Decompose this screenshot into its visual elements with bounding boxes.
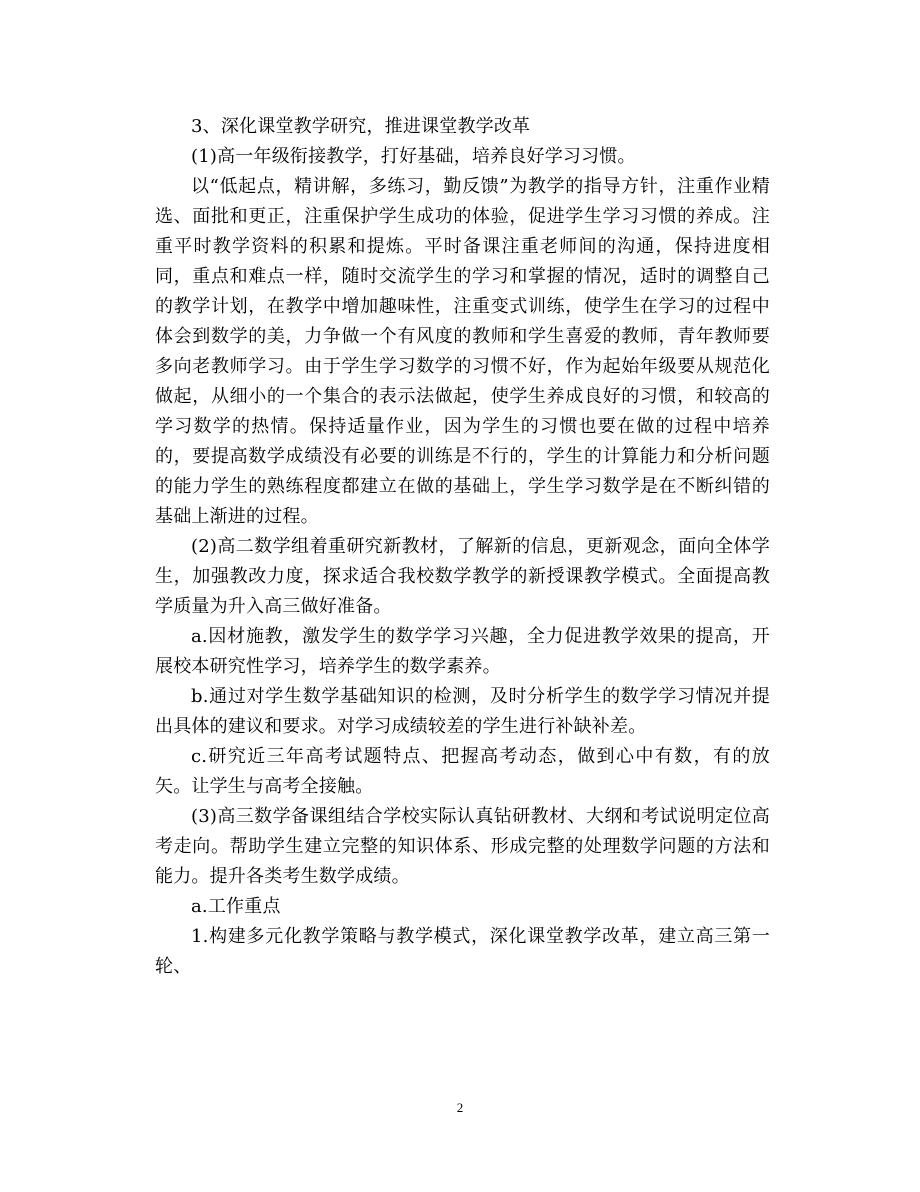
document-body — [155, 112, 770, 982]
paragraph-item-b: b.通过对学生数学基础知识的检测，及时分析学生的数学学习情况并提出具体的建议和要求。对学习成绩较差的学生进行补缺补差。 — [155, 686, 770, 737]
paragraph-item-a: a.因材施教，激发学生的数学学习兴趣，全力促进教学效果的提高，开展校本研究性学习，培养学生的数学素养。 — [155, 626, 770, 677]
section-heading: 3、深化课堂教学研究，推进课堂教学改革 — [191, 116, 531, 137]
paragraph-grade-one-body: 以“低起点，精讲解，多练习，勤反馈”为教学的指导方针，注重作业精选、面批和更正，注重保护学生成功的体验，促进学生学习习惯的养成。注重平时教学资料的积累和提炼。平时备课注重老师间的沟通，保持进度相同，重点和难点一样，随时交流学生的学习和掌握的情况，适时的调整自己的教学计划，在教学中增加趣味性，注重变式训练，使学生在学习的过程中体会到数学的美，力争做一个有风度的教师和学生喜爱的教师，青年教师要多向老教师学习。由于学生学习数学的习惯不好，作为起始年级要从规范化做起，从细小的一个集合的表示法做起，使学生养成良好的习惯，和较高的学习数学的热情。保持适量作业，因为学生的习惯也要在做的过程中培养的，要提高数学成绩没有必要的训练是不行的，学生的计算能力和分析问题的能力学生的熟练程度都建立在做的基础上，学生学习数学是在不断纠错的基础上渐进的过程。 — [155, 176, 770, 527]
paragraph-grade-two: (2)高二数学组着重研究新教材，了解新的信息，更新观念，面向全体学生，加强教改力度，探求适合我校数学教学的新授课教学模式。全面提高教学质量为升入高三做好准备。 — [155, 536, 770, 617]
paragraph-item-c: c.研究近三年高考试题特点、把握高考动态，做到心中有数，有的放矢。让学生与高考全接触。 — [155, 746, 770, 797]
paragraph-grade-three: (3)高三数学备课组结合学校实际认真钻研教材、大纲和考试说明定位高考走向。帮助学生建立完整的知识体系、形成完整的处理数学问题的方法和能力。提升各类考生数学成绩。 — [155, 806, 770, 887]
paragraph-grade-one-heading: (1)高一年级衔接教学，打好基础，培养良好学习习惯。 — [191, 146, 636, 167]
paragraph-work-focus: a.工作重点 — [191, 896, 281, 917]
page-number: 2 — [456, 1100, 464, 1115]
paragraph-item-1: 1.构建多元化教学策略与教学模式，深化课堂教学改革，建立高三第一轮、 — [155, 926, 770, 977]
